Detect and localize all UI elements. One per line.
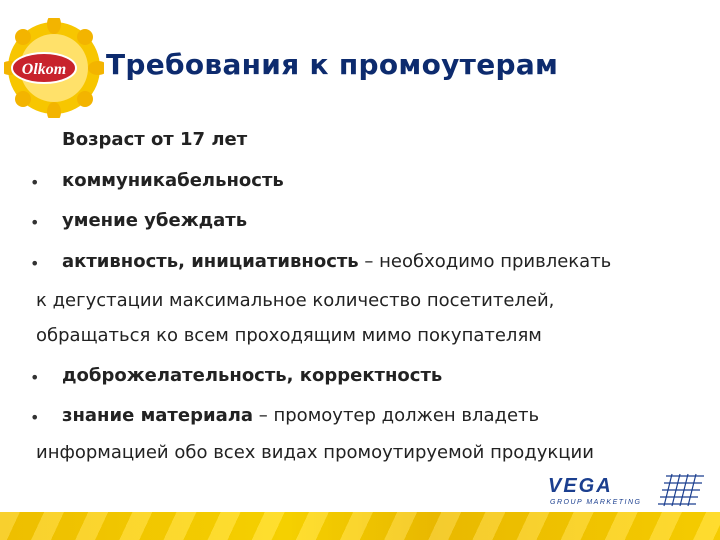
- list-item: [62, 170, 284, 191]
- item-bold: активность, инициативность: [62, 251, 359, 272]
- bullet-icon: •: [30, 213, 40, 232]
- logo-text: Olkom: [21, 61, 67, 78]
- vega-tagline: GROUP MARKETING: [550, 499, 642, 506]
- item-bold: Возраст от 17 лет: [62, 129, 248, 150]
- list-item-continuation: к дегустации максимальное количество посетителей,: [36, 290, 555, 311]
- bottom-band-texture: [0, 512, 720, 540]
- item-bold: знание материала: [62, 405, 254, 426]
- list-item: [62, 210, 247, 231]
- vega-logo: [546, 470, 710, 510]
- bullet-icon: •: [30, 254, 40, 273]
- bullet-icon: •: [30, 173, 40, 192]
- item-bold: доброжелательность, корректность: [62, 365, 443, 386]
- olkom-logo: [4, 18, 104, 118]
- item-bold: умение убеждать: [62, 210, 248, 231]
- list-item: [62, 129, 247, 150]
- list-item: [62, 365, 442, 386]
- list-item: активность, инициативность – необходимо привлекать: [62, 251, 612, 272]
- list-item: знание материала – промоутер должен владеть: [62, 405, 540, 426]
- vega-logo-text: VEGA: [548, 475, 613, 497]
- list-item-continuation: информацией обо всех видах промоутируемой продукции: [36, 442, 594, 463]
- bullet-icon: •: [30, 368, 40, 387]
- list-item-continuation: обращаться ко всем проходящим мимо покупателям: [36, 325, 542, 346]
- page-title: Требования к промоутерам: [106, 48, 559, 81]
- item-bold: коммуникабельность: [62, 170, 284, 191]
- bullet-icon: •: [30, 408, 40, 427]
- grid-mark-icon: [658, 474, 704, 506]
